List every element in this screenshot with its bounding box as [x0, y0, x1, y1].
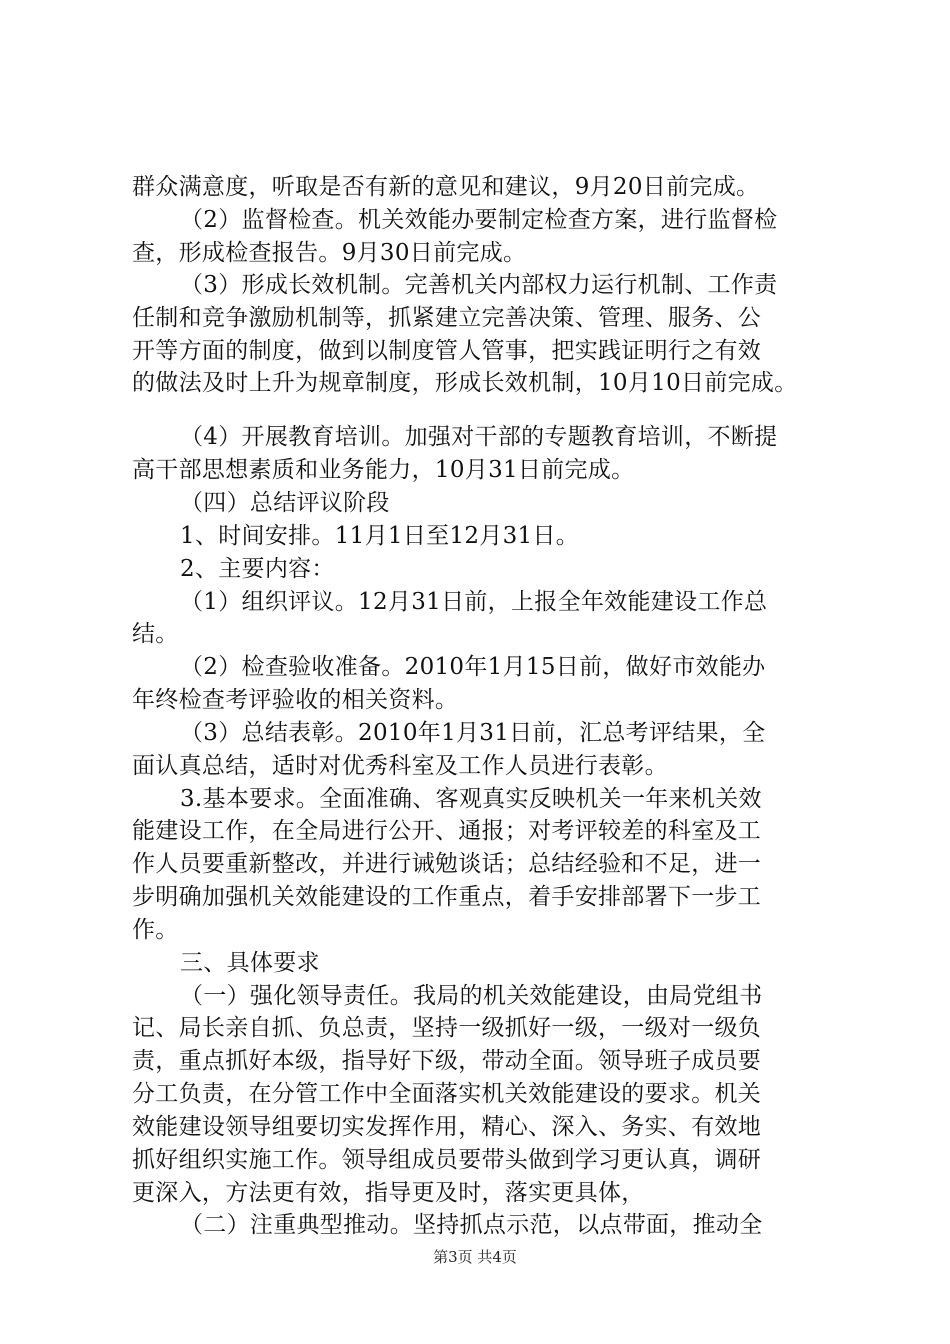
- text-line: （3）形成长效机制。完善机关内部权力运行机制、工作责: [180, 272, 778, 298]
- page-footer: 第3页 共4页: [433, 1248, 517, 1266]
- text-line: 步明确加强机关效能建设的工作重点，着手安排部署下一步工: [132, 884, 762, 910]
- text-line: 任制和竞争激励机制等，抓紧建立完善决策、管理、服务、公: [132, 305, 762, 331]
- section-heading: 三、具体要求: [180, 950, 320, 976]
- text-line: 作。: [132, 917, 179, 943]
- text-line: （2）检查验收准备。2010年1月15日前，做好市效能办: [180, 654, 766, 680]
- text-line: 效能建设领导组要切实发挥作用，精心、深入、务实、有效地: [132, 1114, 762, 1140]
- text-line: 2、主要内容：: [180, 556, 335, 582]
- text-line: （3）总结表彰。2010年1月31日前，汇总考评结果，全: [180, 720, 766, 746]
- text-line: 面认真总结，适时对优秀科室及工作人员进行表彰。: [132, 753, 668, 779]
- text-line: 责，重点抓好本级，指导好下级，带动全面。领导班子成员要: [132, 1048, 762, 1074]
- text-line: 年终检查考评验收的相关资料。: [132, 687, 459, 713]
- text-line: 更深入，方法更有效，指导更及时，落实更具体，: [132, 1180, 645, 1206]
- text-line: 高干部思想素质和业务能力，10月31日前完成。: [132, 457, 635, 483]
- text-line: 能建设工作，在全局进行公开、通报；对考评较差的科室及工: [132, 818, 762, 844]
- text-line: 查，形成检查报告。9月30日前完成。: [132, 240, 527, 266]
- text-line: （一）强化领导责任。我局的机关效能建设，由局党组书: [180, 983, 763, 1009]
- section-heading: （四）总结评议阶段: [180, 490, 390, 516]
- text-line: （2）监督检查。机关效能办要制定检查方案，进行监督检: [180, 207, 778, 233]
- text-line: 的做法及时上升为规章制度，形成长效机制，10月10日前完成。: [132, 370, 798, 396]
- text-line: 3.基本要求。全面准确、客观真实反映机关一年来机关效: [180, 786, 762, 812]
- text-line: 作人员要重新整改，并进行诫勉谈话；总结经验和不足，进一: [132, 851, 762, 877]
- text-line: 抓好组织实施工作。领导组成员要带头做到学习更认真，调研: [132, 1147, 762, 1173]
- text-line: 结。: [132, 621, 179, 647]
- text-line: （1）组织评议。12月31日前，上报全年效能建设工作总: [180, 589, 768, 615]
- text-line: 记、局长亲自抓、负总责，坚持一级抓好一级，一级对一级负: [132, 1015, 762, 1041]
- text-line: 分工负责，在分管工作中全面落实机关效能建设的要求。机关: [132, 1081, 762, 1107]
- text-line: （4）开展教育培训。加强对干部的专题教育培训，不断提: [180, 424, 778, 450]
- text-line: 1、时间安排。11月1日至12月31日。: [180, 523, 580, 549]
- text-line: （二）注重典型推动。坚持抓点示范，以点带面，推动全: [180, 1212, 763, 1238]
- text-line: 群众满意度，听取是否有新的意见和建议，9月20日前完成。: [132, 174, 760, 200]
- text-line: 开等方面的制度，做到以制度管人管事，把实践证明行之有效: [132, 338, 762, 364]
